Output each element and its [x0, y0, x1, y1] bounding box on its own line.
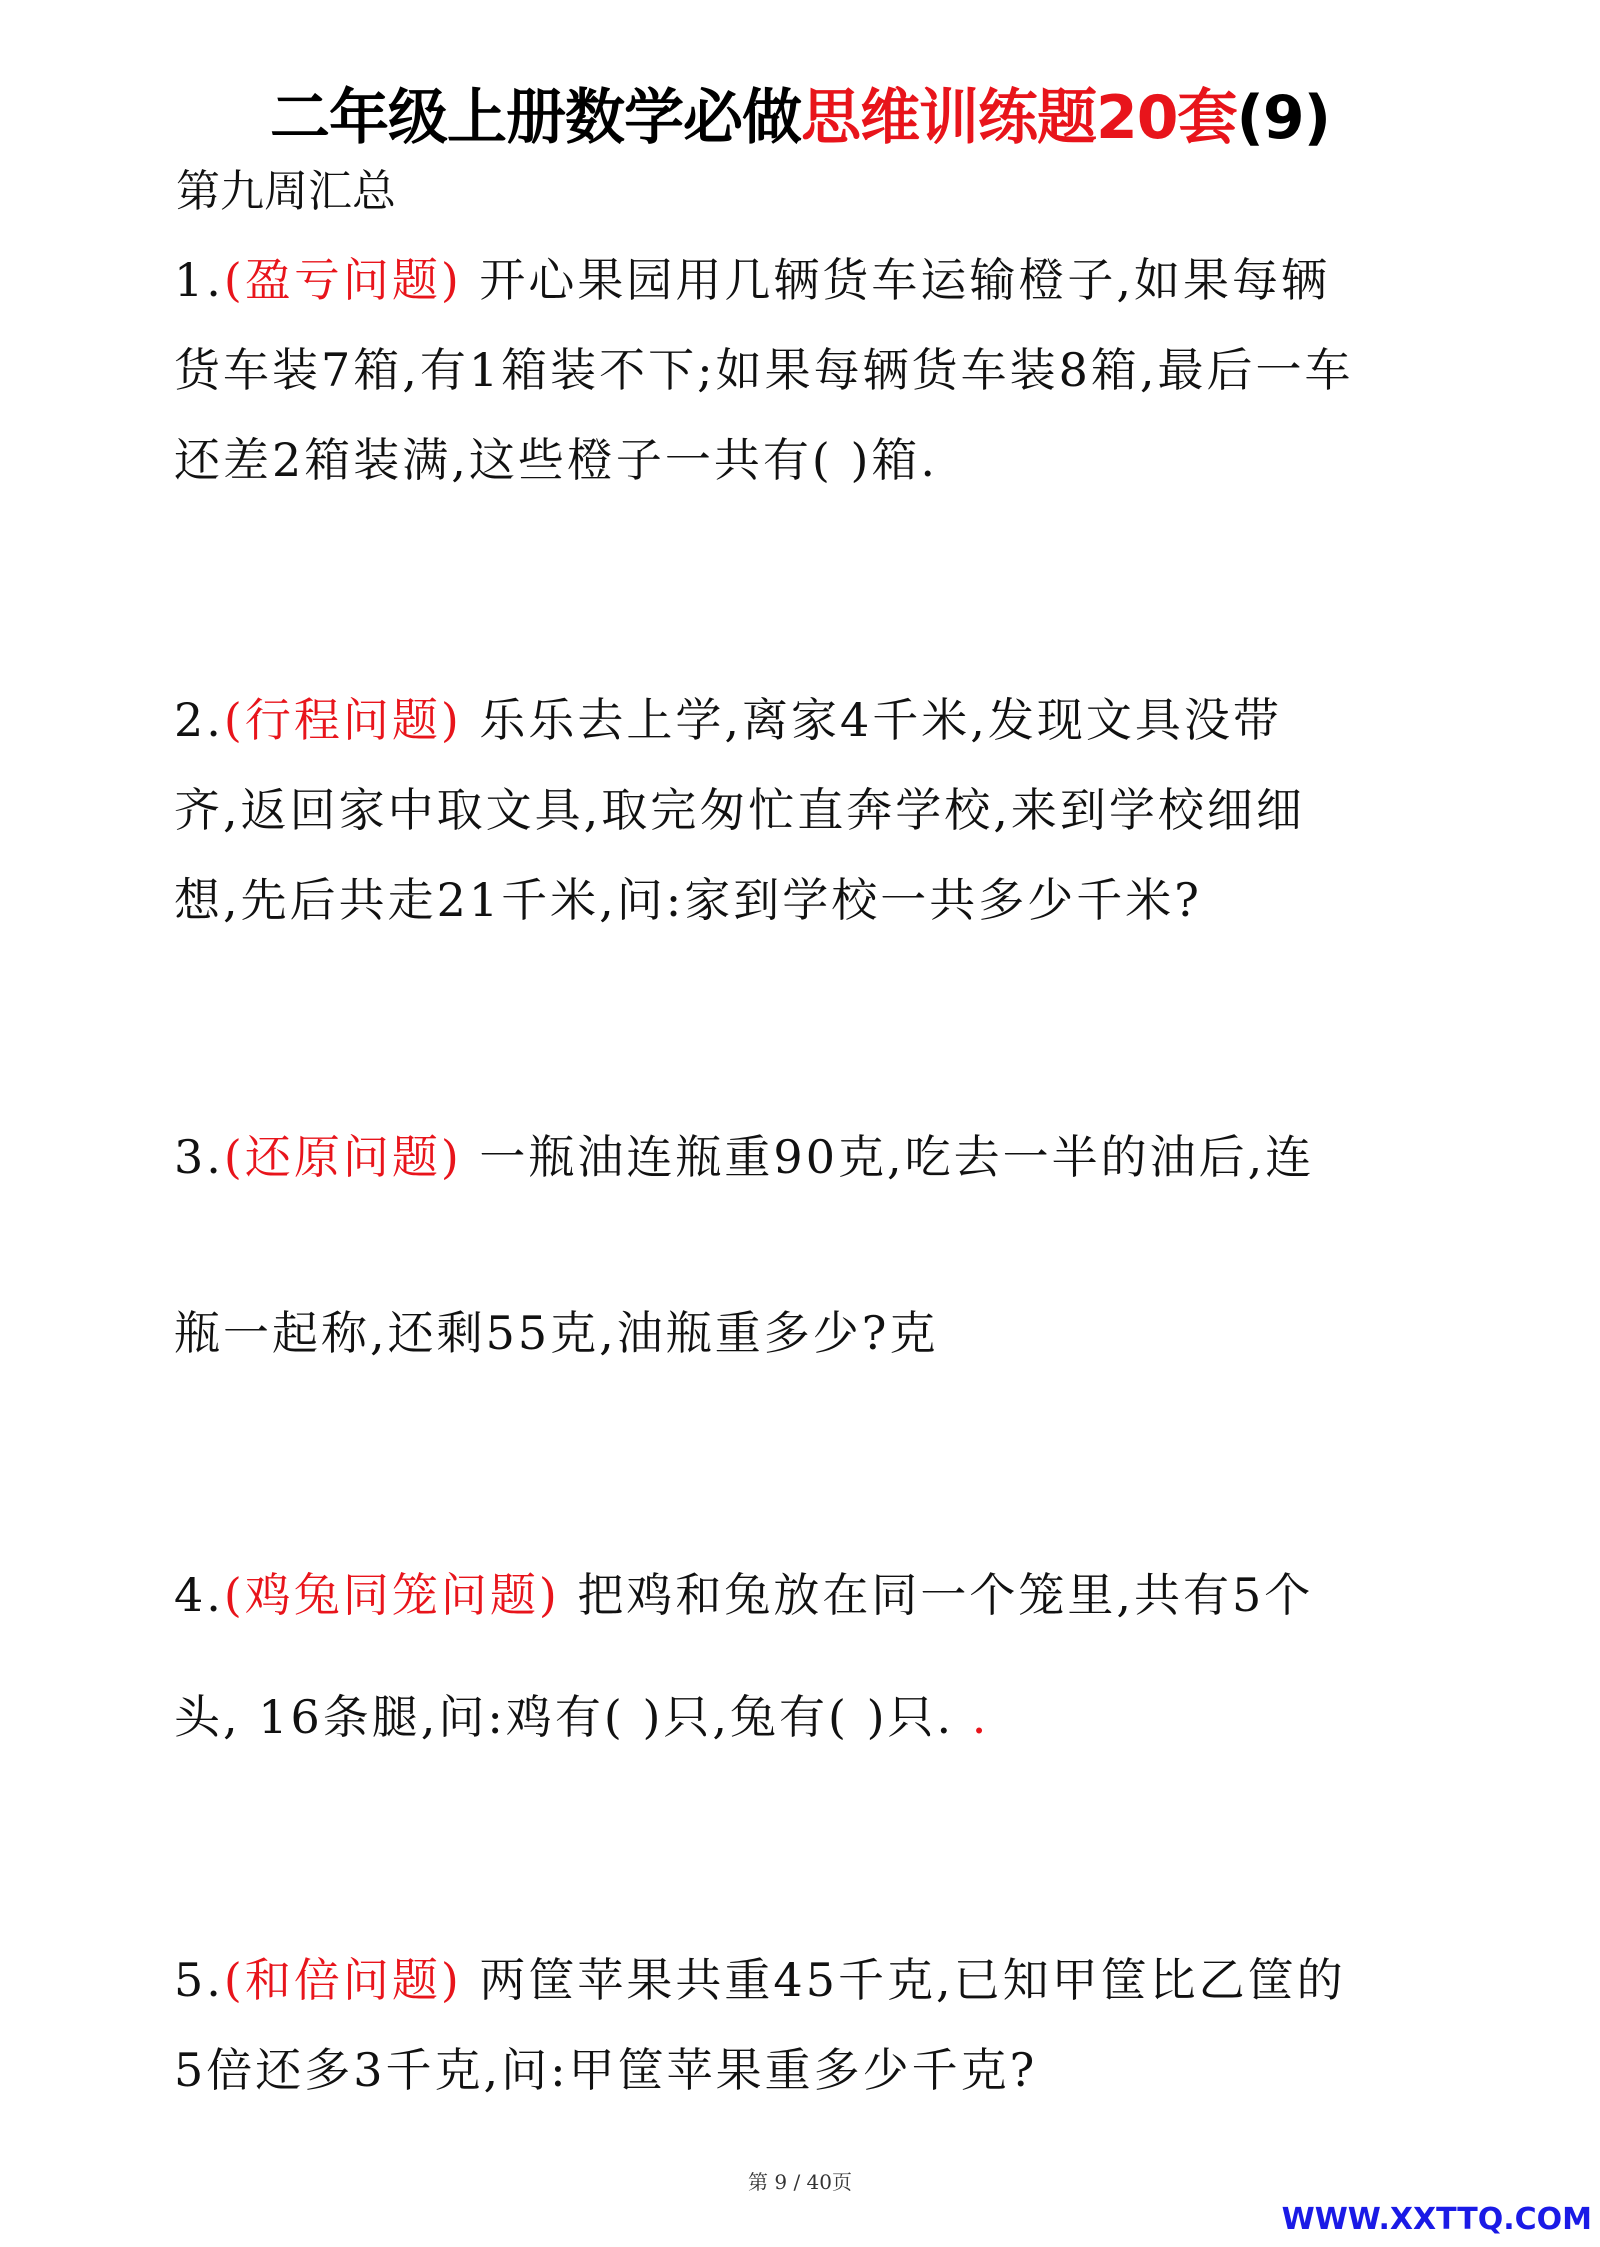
question-5 — [174, 1935, 1444, 2115]
question-tag: (鸡兔同笼问题) — [223, 1568, 560, 1622]
question-text: 头, 16条腿,问:鸡有( )只,兔有( )只. — [174, 1690, 955, 1744]
title-series: 思维训练题20套 — [800, 83, 1237, 153]
question-line — [174, 1935, 1444, 2025]
title-number: (9) — [1236, 83, 1331, 153]
question-line: 齐,返回家中取文具,取完匆忙直奔学校,来到学校细细 — [174, 783, 1305, 837]
question-line — [174, 235, 1444, 325]
question-line — [174, 675, 1444, 765]
question-number: 3. — [174, 1130, 224, 1184]
question-number: 1. — [174, 253, 224, 307]
question-line: 货车装7箱,有1箱装不下;如果每辆货车装8箱,最后一车 — [174, 343, 1354, 397]
question-number: 4. — [174, 1568, 224, 1622]
question-tag: (和倍问题) — [223, 1953, 462, 2007]
question-line — [174, 1112, 1444, 1202]
question-tag: (行程问题) — [223, 693, 462, 747]
question-4 — [174, 1550, 1444, 1762]
question-3 — [174, 1112, 1444, 1378]
question-line — [174, 1550, 1444, 1640]
question-text: 一瓶油连瓶重90克,吃去一半的油后,连 — [479, 1130, 1315, 1184]
question-number: 2. — [174, 693, 224, 747]
title-grade: 二年级上册数学必做 — [269, 83, 801, 153]
question-line: 还差2箱装满,这些橙子一共有( )箱. — [174, 433, 939, 487]
week-subtitle: 第九周汇总 — [176, 166, 396, 217]
question-2 — [174, 675, 1444, 945]
question-line: 想,先后共走21千米,问:家到学校一共多少千米? — [174, 873, 1202, 927]
page-footer: 第 9 / 40页 — [748, 2170, 852, 2194]
question-number: 5. — [174, 1953, 224, 2007]
question-text: 两筐苹果共重45千克,已知甲筐比乙筐的 — [479, 1953, 1346, 2007]
question-text: 乐乐去上学,离家4千米,发现文具没带 — [479, 693, 1282, 747]
question-tag: (盈亏问题) — [223, 253, 462, 307]
question-line — [174, 1672, 1444, 1762]
page-title — [0, 78, 1600, 158]
question-line: 瓶一起称,还剩55克,油瓶重多少?克 — [174, 1306, 939, 1360]
site-watermark: WWW.XXTTQ.COM — [1281, 2202, 1592, 2237]
question-1 — [174, 235, 1444, 505]
question-line: 5倍还多3千克,问:甲筐苹果重多少千克? — [174, 2043, 1038, 2097]
question-text: 把鸡和兔放在同一个笼里,共有5个 — [577, 1568, 1314, 1622]
question-text: 开心果园用几辆货车运输橙子,如果每辆 — [479, 253, 1331, 307]
question-tag: (还原问题) — [223, 1130, 462, 1184]
stray-red-mark: . — [971, 1690, 990, 1744]
